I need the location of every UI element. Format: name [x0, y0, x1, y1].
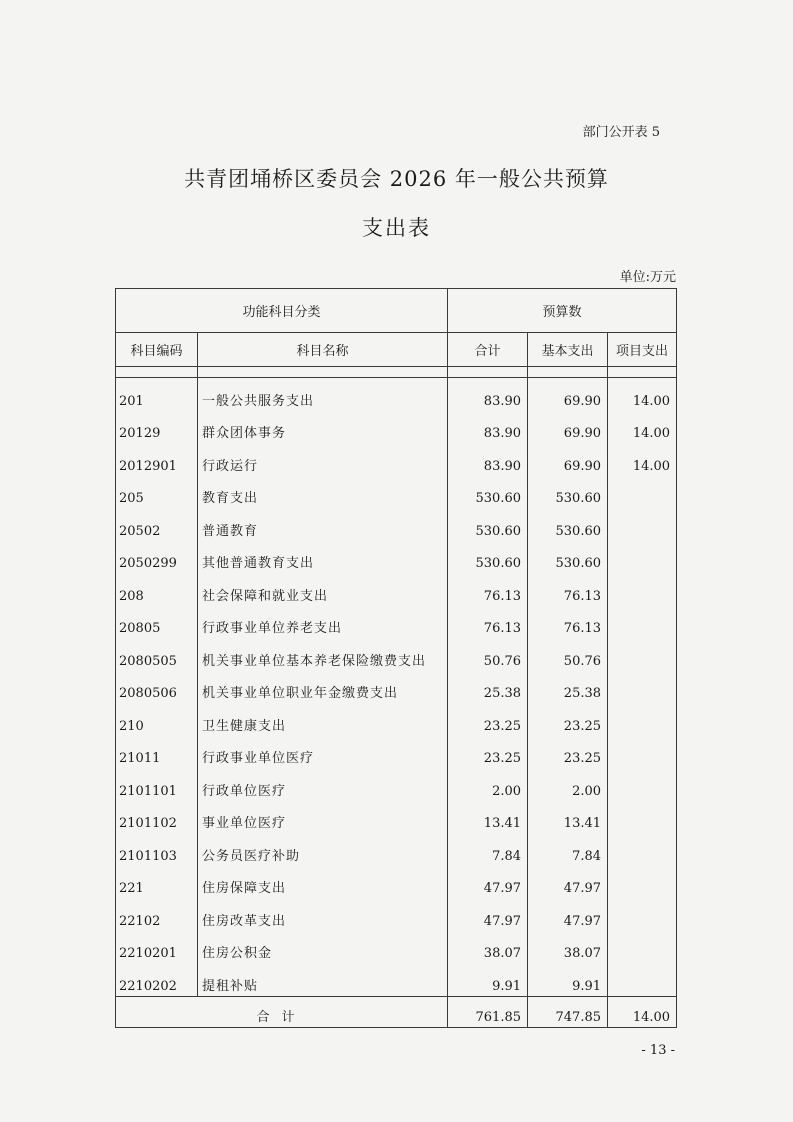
row-project [608, 866, 677, 899]
page-subtitle: 支出表 [362, 216, 431, 240]
spacer-row [116, 367, 677, 378]
row-code: 2080506 [116, 671, 198, 704]
row-basic: 76.13 [528, 606, 608, 639]
row-code: 208 [116, 573, 198, 606]
table-row [116, 378, 677, 411]
spacer-cell [448, 367, 528, 378]
row-name: 机关事业单位职业年金缴费支出 [198, 671, 448, 704]
row-total: 9.91 [448, 963, 528, 996]
row-total: 25.38 [448, 671, 528, 704]
row-name: 行政运行 [198, 443, 448, 476]
row-basic: 530.60 [528, 508, 608, 541]
spacer-cell [198, 367, 448, 378]
row-code: 20805 [116, 606, 198, 639]
total-project: 14.00 [608, 996, 677, 1027]
total-column-header: 合计 [448, 333, 528, 367]
row-basic: 38.07 [528, 931, 608, 964]
row-total: 83.90 [448, 378, 528, 411]
classification-header: 功能科目分类 [116, 289, 448, 333]
row-total: 2.00 [448, 768, 528, 801]
row-code: 201 [116, 378, 198, 411]
row-project [608, 931, 677, 964]
row-code: 2210201 [116, 931, 198, 964]
table-row [116, 768, 677, 801]
code-column-header: 科目编码 [116, 333, 198, 367]
row-total: 76.13 [448, 606, 528, 639]
row-total: 7.84 [448, 833, 528, 866]
table-row [116, 573, 677, 606]
row-project [608, 898, 677, 931]
spacer-cell [608, 367, 677, 378]
row-project [608, 638, 677, 671]
table-row [116, 638, 677, 671]
budget-table [115, 288, 677, 1028]
table-row [116, 963, 677, 996]
row-basic: 23.25 [528, 703, 608, 736]
row-name: 行政事业单位养老支出 [198, 606, 448, 639]
table-row [116, 508, 677, 541]
column-header-row [116, 333, 677, 367]
row-basic: 2.00 [528, 768, 608, 801]
row-name: 住房公积金 [198, 931, 448, 964]
row-name: 事业单位医疗 [198, 801, 448, 834]
row-basic: 69.90 [528, 378, 608, 411]
row-name: 教育支出 [198, 476, 448, 509]
table-row [116, 898, 677, 931]
row-code: 21011 [116, 736, 198, 769]
row-project [608, 703, 677, 736]
table-row [116, 833, 677, 866]
table-row [116, 931, 677, 964]
row-basic: 47.97 [528, 866, 608, 899]
name-column-header: 科目名称 [198, 333, 448, 367]
row-name: 公务员医疗补助 [198, 833, 448, 866]
row-project [608, 963, 677, 996]
row-project: 14.00 [608, 378, 677, 411]
row-code: 20129 [116, 411, 198, 444]
page-title: 共青团埇桥区委员会 2026 年一般公共预算 [184, 167, 609, 191]
row-name: 社会保障和就业支出 [198, 573, 448, 606]
total-label: 合计 [116, 996, 448, 1027]
row-project [608, 768, 677, 801]
row-code: 2080505 [116, 638, 198, 671]
row-basic: 530.60 [528, 476, 608, 509]
total-sum: 761.85 [448, 996, 528, 1027]
spacer-cell [528, 367, 608, 378]
row-project [608, 541, 677, 574]
table-row [116, 411, 677, 444]
row-total: 530.60 [448, 476, 528, 509]
row-code: 2101103 [116, 833, 198, 866]
row-code: 210 [116, 703, 198, 736]
row-name: 机关事业单位基本养老保险缴费支出 [198, 638, 448, 671]
row-project [608, 476, 677, 509]
row-project [608, 573, 677, 606]
table-row [116, 801, 677, 834]
row-total: 23.25 [448, 736, 528, 769]
table-row [116, 703, 677, 736]
row-name: 一般公共服务支出 [198, 378, 448, 411]
row-basic: 47.97 [528, 898, 608, 931]
row-name: 提租补贴 [198, 963, 448, 996]
row-name: 行政单位医疗 [198, 768, 448, 801]
row-code: 2210202 [116, 963, 198, 996]
row-project [608, 508, 677, 541]
project-column-header: 项目支出 [608, 333, 677, 367]
row-code: 205 [116, 476, 198, 509]
table-body [116, 378, 677, 997]
row-total: 530.60 [448, 541, 528, 574]
row-total: 50.76 [448, 638, 528, 671]
row-code: 22102 [116, 898, 198, 931]
row-basic: 76.13 [528, 573, 608, 606]
row-total: 38.07 [448, 931, 528, 964]
row-name: 住房改革支出 [198, 898, 448, 931]
page-number: - 13 - [641, 1043, 675, 1058]
row-code: 2012901 [116, 443, 198, 476]
table-row [116, 736, 677, 769]
basic-column-header: 基本支出 [528, 333, 608, 367]
row-total: 76.13 [448, 573, 528, 606]
unit-label: 单位:万元 [619, 270, 676, 285]
row-name: 普通教育 [198, 508, 448, 541]
row-code: 20502 [116, 508, 198, 541]
table-row [116, 606, 677, 639]
total-row [116, 996, 677, 1027]
row-total: 47.97 [448, 866, 528, 899]
row-name: 其他普通教育支出 [198, 541, 448, 574]
table-row [116, 541, 677, 574]
table-row [116, 476, 677, 509]
row-basic: 69.90 [528, 411, 608, 444]
row-code: 2050299 [116, 541, 198, 574]
table-row [116, 671, 677, 704]
total-basic: 747.85 [528, 996, 608, 1027]
row-project [608, 801, 677, 834]
row-name: 群众团体事务 [198, 411, 448, 444]
row-total: 23.25 [448, 703, 528, 736]
row-project: 14.00 [608, 411, 677, 444]
row-basic: 69.90 [528, 443, 608, 476]
row-project: 14.00 [608, 443, 677, 476]
row-project [608, 736, 677, 769]
row-total: 530.60 [448, 508, 528, 541]
row-basic: 7.84 [528, 833, 608, 866]
row-basic: 13.41 [528, 801, 608, 834]
row-basic: 25.38 [528, 671, 608, 704]
row-code: 2101101 [116, 768, 198, 801]
spacer-cell [116, 367, 198, 378]
row-total: 83.90 [448, 443, 528, 476]
table-row [116, 866, 677, 899]
row-project [608, 671, 677, 704]
row-total: 13.41 [448, 801, 528, 834]
row-project [608, 833, 677, 866]
row-total: 47.97 [448, 898, 528, 931]
row-project [608, 606, 677, 639]
row-total: 83.90 [448, 411, 528, 444]
row-name: 卫生健康支出 [198, 703, 448, 736]
row-basic: 23.25 [528, 736, 608, 769]
row-code: 2101102 [116, 801, 198, 834]
row-name: 行政事业单位医疗 [198, 736, 448, 769]
row-code: 221 [116, 866, 198, 899]
row-basic: 530.60 [528, 541, 608, 574]
budget-header: 预算数 [448, 289, 677, 333]
row-basic: 9.91 [528, 963, 608, 996]
group-header-row [116, 289, 677, 333]
form-label: 部门公开表 5 [582, 125, 660, 140]
row-name: 住房保障支出 [198, 866, 448, 899]
table-row [116, 443, 677, 476]
row-basic: 50.76 [528, 638, 608, 671]
